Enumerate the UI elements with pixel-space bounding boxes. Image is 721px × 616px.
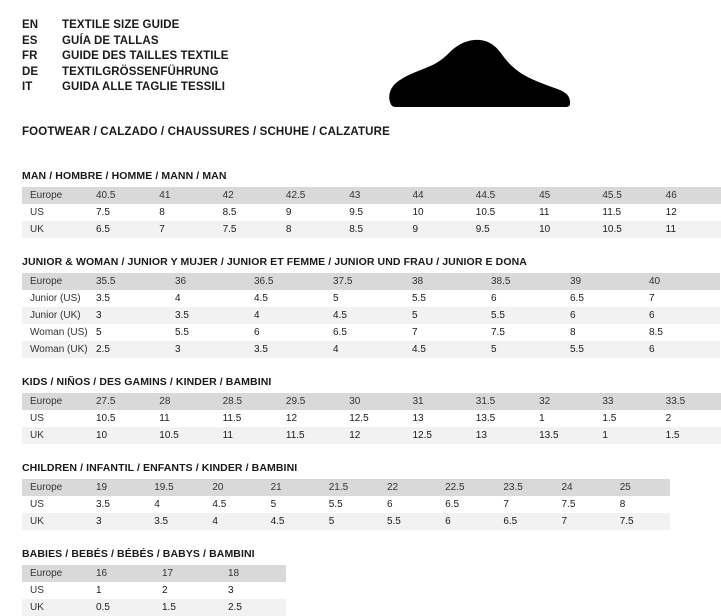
cell: 19 — [88, 479, 146, 496]
cell: 11.5 — [278, 427, 341, 444]
cell: 12 — [278, 410, 341, 427]
language-code: FR — [22, 50, 38, 63]
cell: 8.5 — [341, 221, 404, 238]
cell: 6 — [246, 324, 325, 341]
cell: 2.5 — [220, 599, 286, 616]
cell: 2 — [154, 582, 220, 599]
cell: 9 — [404, 221, 467, 238]
cell: 35.5 — [88, 273, 167, 290]
cell: 20 — [204, 479, 262, 496]
language-row — [22, 49, 229, 65]
group-babies — [22, 548, 578, 616]
cell: 6 — [483, 290, 562, 307]
cell: 46 — [658, 187, 721, 204]
language-title: GUÍA DE TALLAS — [62, 34, 159, 47]
cell: 13.5 — [468, 410, 531, 427]
row-label: Europe — [22, 187, 88, 204]
cell: 3 — [88, 307, 167, 324]
cell: 5.5 — [167, 324, 246, 341]
table-row — [22, 599, 286, 616]
language-row — [22, 18, 229, 34]
row-label: UK — [22, 427, 88, 444]
cell: 45.5 — [594, 187, 657, 204]
cell: 13.5 — [531, 427, 594, 444]
language-code: ES — [22, 34, 38, 47]
cell: 18 — [220, 565, 286, 582]
language-code: EN — [22, 19, 39, 31]
cell: 38 — [404, 273, 483, 290]
cell: 13 — [468, 427, 531, 444]
cell: 12.5 — [341, 410, 404, 427]
cell: 0.5 — [88, 599, 154, 616]
cell: 3 — [88, 513, 146, 530]
cell: 7 — [151, 221, 214, 238]
language-code: DE — [22, 65, 39, 78]
cell: 6 — [641, 307, 720, 324]
group-title-man: MAN / HOMBRE / HOMME / MANN / MAN — [22, 170, 227, 182]
cell: 5.5 — [404, 290, 483, 307]
cell: 21 — [263, 479, 321, 496]
table-row — [22, 582, 286, 599]
cell: 43 — [341, 187, 404, 204]
cell: 6.5 — [88, 221, 151, 238]
cell: 10.5 — [151, 427, 214, 444]
cell: 36.5 — [246, 273, 325, 290]
cell: 6.5 — [562, 290, 641, 307]
cell: 1.5 — [154, 599, 220, 616]
language-title-list — [22, 18, 229, 96]
cell: 6 — [379, 496, 437, 513]
cell: 9.5 — [341, 204, 404, 221]
cell: 2.5 — [88, 341, 167, 358]
cell: 39 — [562, 273, 641, 290]
cell: 33 — [594, 393, 657, 410]
table-row — [22, 290, 720, 307]
table-row — [22, 221, 721, 238]
row-label: UK — [22, 221, 88, 238]
cell: 9.5 — [468, 221, 531, 238]
cell: 3.5 — [146, 513, 204, 530]
cell: 44.5 — [468, 187, 531, 204]
cell: 5 — [325, 290, 404, 307]
cell: 11 — [215, 427, 278, 444]
cell: 42 — [215, 187, 278, 204]
cell: 7.5 — [554, 496, 612, 513]
group-kids — [22, 376, 686, 444]
cell: 32 — [531, 393, 594, 410]
size-table-man — [22, 187, 721, 238]
cell: 11 — [151, 410, 214, 427]
dress-shoe-icon — [382, 34, 572, 116]
cell: 17 — [154, 565, 220, 582]
group-man — [22, 170, 677, 238]
language-title: TEXTILGRÖSSENFÜHRUNG — [62, 65, 219, 78]
cell: 11.5 — [594, 204, 657, 221]
table-row — [22, 565, 286, 582]
cell: 5.5 — [483, 307, 562, 324]
cell: 12.5 — [404, 427, 467, 444]
cell: 4 — [325, 341, 404, 358]
language-row — [22, 34, 229, 50]
group-title-kids: KIDS / NIÑOS / DES GAMINS / KINDER / BAMBINI — [22, 376, 272, 388]
cell: 3 — [220, 582, 286, 599]
cell: 1 — [88, 582, 154, 599]
language-title: TEXTILE SIZE GUIDE — [62, 19, 180, 31]
cell: 8 — [278, 221, 341, 238]
cell: 8 — [562, 324, 641, 341]
cell: 33.5 — [658, 393, 721, 410]
cell: 29.5 — [278, 393, 341, 410]
cell: 1.5 — [658, 427, 721, 444]
row-label: Woman (US) — [22, 324, 88, 341]
cell: 38.5 — [483, 273, 562, 290]
row-label: UK — [22, 599, 88, 616]
cell: 10 — [531, 221, 594, 238]
row-label: US — [22, 204, 88, 221]
cell: 16 — [88, 565, 154, 582]
row-label: Europe — [22, 393, 88, 410]
row-label: Junior (UK) — [22, 307, 88, 324]
cell: 4 — [204, 513, 262, 530]
cell: 3.5 — [88, 290, 167, 307]
cell: 6.5 — [495, 513, 553, 530]
cell: 36 — [167, 273, 246, 290]
table-row — [22, 273, 720, 290]
cell: 5 — [88, 324, 167, 341]
row-label: Junior (US) — [22, 290, 88, 307]
cell: 4.5 — [404, 341, 483, 358]
cell: 41 — [151, 187, 214, 204]
size-table-junior-woman — [22, 273, 720, 358]
cell: 28 — [151, 393, 214, 410]
cell: 7.5 — [612, 513, 670, 530]
cell: 8.5 — [641, 324, 720, 341]
cell: 10 — [404, 204, 467, 221]
cell: 4 — [167, 290, 246, 307]
cell: 44 — [404, 187, 467, 204]
cell: 40.5 — [88, 187, 151, 204]
cell: 10.5 — [594, 221, 657, 238]
cell: 45 — [531, 187, 594, 204]
cell: 5.5 — [321, 496, 379, 513]
cell: 6 — [437, 513, 495, 530]
category-title: FOOTWEAR / CALZADO / CHAUSSURES / SCHUHE / CALZATURE — [22, 126, 390, 138]
cell: 5.5 — [562, 341, 641, 358]
cell: 4 — [146, 496, 204, 513]
cell: 22.5 — [437, 479, 495, 496]
row-label: US — [22, 410, 88, 427]
group-children — [22, 462, 634, 530]
language-code: IT — [22, 81, 33, 94]
cell: 10 — [88, 427, 151, 444]
group-title-junior-woman: JUNIOR & WOMAN / JUNIOR Y MUJER / JUNIOR ET FEMME / JUNIOR UND FRAU / JUNIOR E DONA — [22, 256, 527, 268]
row-label: UK — [22, 513, 88, 530]
language-title: GUIDA ALLE TAGLIE TESSILI — [62, 81, 226, 94]
size-table-children — [22, 479, 670, 530]
cell: 6 — [641, 341, 720, 358]
table-row — [22, 204, 721, 221]
cell: 30 — [341, 393, 404, 410]
language-row — [22, 80, 229, 96]
cell: 1 — [531, 410, 594, 427]
cell: 8 — [151, 204, 214, 221]
cell: 3.5 — [246, 341, 325, 358]
table-row — [22, 427, 721, 444]
cell: 10.5 — [88, 410, 151, 427]
table-row — [22, 496, 670, 513]
group-junior-woman — [22, 256, 663, 358]
cell: 22 — [379, 479, 437, 496]
cell: 5 — [263, 496, 321, 513]
cell: 42.5 — [278, 187, 341, 204]
cell: 3.5 — [167, 307, 246, 324]
cell: 12 — [341, 427, 404, 444]
cell: 25 — [612, 479, 670, 496]
cell: 6.5 — [325, 324, 404, 341]
row-label: US — [22, 496, 88, 513]
language-title: GUIDE DES TAILLES TEXTILE — [62, 50, 229, 63]
cell: 4.5 — [204, 496, 262, 513]
cell: 21.5 — [321, 479, 379, 496]
table-row — [22, 324, 720, 341]
cell: 27.5 — [88, 393, 151, 410]
cell: 5 — [483, 341, 562, 358]
row-label: Europe — [22, 273, 88, 290]
cell: 7.5 — [88, 204, 151, 221]
cell: 31 — [404, 393, 467, 410]
language-row — [22, 65, 229, 81]
cell: 4.5 — [325, 307, 404, 324]
table-row — [22, 393, 721, 410]
table-row — [22, 341, 720, 358]
cell: 4 — [246, 307, 325, 324]
cell: 7 — [554, 513, 612, 530]
size-table-babies — [22, 565, 286, 616]
cell: 28.5 — [215, 393, 278, 410]
cell: 11.5 — [215, 410, 278, 427]
cell: 6 — [562, 307, 641, 324]
row-label: Woman (UK) — [22, 341, 88, 358]
cell: 8 — [612, 496, 670, 513]
cell: 40 — [641, 273, 720, 290]
cell: 4.5 — [246, 290, 325, 307]
cell: 37.5 — [325, 273, 404, 290]
cell: 11 — [658, 221, 721, 238]
cell: 5 — [321, 513, 379, 530]
cell: 10.5 — [468, 204, 531, 221]
cell: 1 — [594, 427, 657, 444]
cell: 12 — [658, 204, 721, 221]
cell: 7.5 — [215, 221, 278, 238]
cell: 7 — [641, 290, 720, 307]
row-label: US — [22, 582, 88, 599]
cell: 23.5 — [495, 479, 553, 496]
cell: 5 — [404, 307, 483, 324]
cell: 6.5 — [437, 496, 495, 513]
cell: 11 — [531, 204, 594, 221]
table-row — [22, 479, 670, 496]
cell: 5.5 — [379, 513, 437, 530]
cell: 24 — [554, 479, 612, 496]
cell: 1.5 — [594, 410, 657, 427]
cell: 13 — [404, 410, 467, 427]
group-title-children: CHILDREN / INFANTIL / ENFANTS / KINDER / BAMBINI — [22, 462, 298, 474]
group-title-babies: BABIES / BEBÉS / BÉBÉS / BABYS / BAMBINI — [22, 548, 255, 560]
table-row — [22, 187, 721, 204]
cell: 19.5 — [146, 479, 204, 496]
table-row — [22, 410, 721, 427]
row-label: Europe — [22, 479, 88, 496]
cell: 9 — [278, 204, 341, 221]
cell: 3.5 — [88, 496, 146, 513]
table-row — [22, 307, 720, 324]
cell: 2 — [658, 410, 721, 427]
cell: 7 — [404, 324, 483, 341]
cell: 8.5 — [215, 204, 278, 221]
cell: 7 — [495, 496, 553, 513]
size-table-kids — [22, 393, 721, 444]
table-row — [22, 513, 670, 530]
row-label: Europe — [22, 565, 88, 582]
cell: 3 — [167, 341, 246, 358]
cell: 7.5 — [483, 324, 562, 341]
cell: 31.5 — [468, 393, 531, 410]
page-header — [22, 18, 578, 116]
cell: 4.5 — [263, 513, 321, 530]
